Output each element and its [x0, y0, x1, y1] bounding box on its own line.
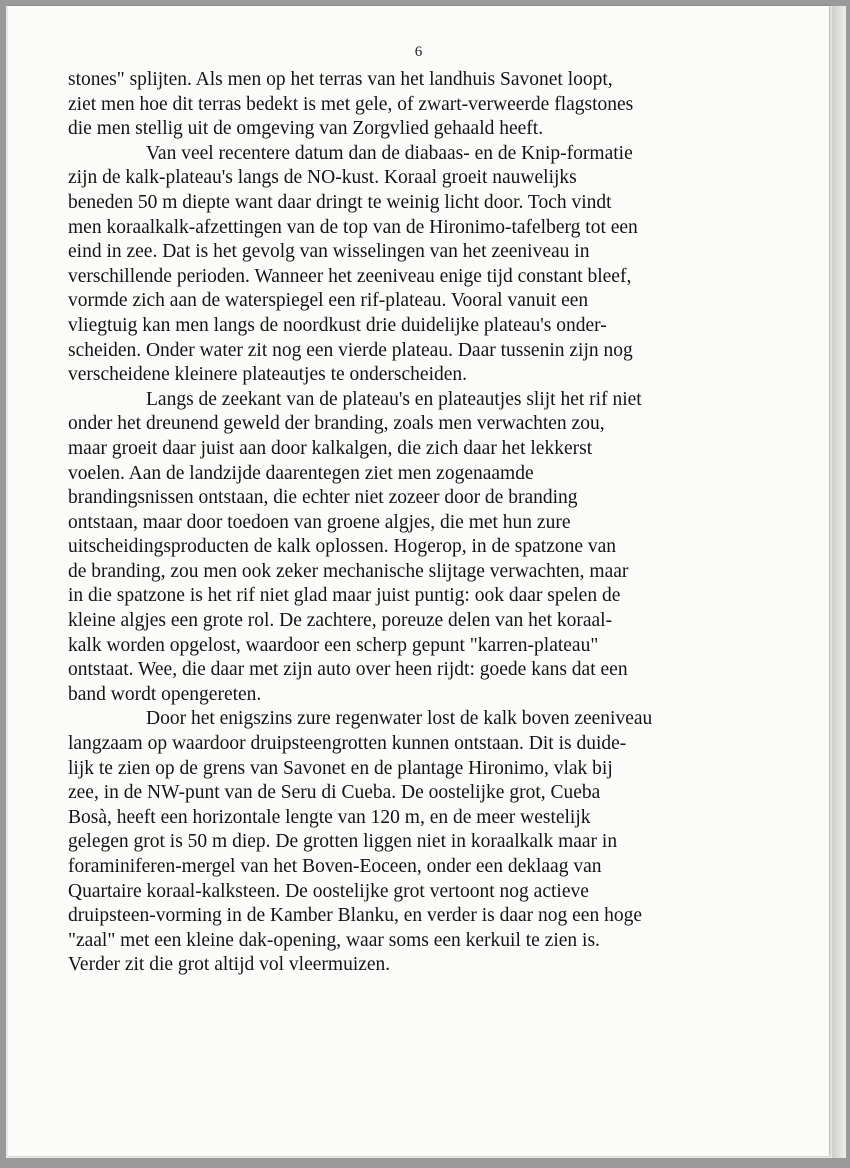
page-number: 6 [414, 44, 423, 60]
text-line: die men stellig uit de omgeving van Zorgvlied gehaald heeft. [68, 118, 544, 140]
text-line: men koraalkalk-afzettingen van de top van de Hironimo-tafelberg tot een [68, 216, 638, 238]
text-line: in die spatzone is het rif niet glad maar juist puntig: ook daar spelen de [68, 585, 621, 607]
text-line: uitscheidingsproducten de kalk oplossen. Hogerop, in de spatzone van [68, 536, 617, 558]
text-line: kalk worden opgelost, waardoor een scherp gepunt "karren-plateau" [68, 634, 599, 656]
text-line: Quartaire koraal-kalksteen. De oostelijke grot vertoont nog actieve [68, 880, 589, 902]
text-line: ontstaat. Wee, die daar met zijn auto over heen rijdt: goede kans dat een [68, 659, 628, 681]
text-line: eind in zee. Dat is het gevolg van wisselingen van het zeeniveau in [68, 241, 590, 263]
text-line: ontstaan, maar door toedoen van groene algjes, die met hun zure [68, 511, 571, 533]
text-line: vliegtuig kan men langs de noordkust drie duidelijke plateau's onder- [68, 314, 607, 336]
text-line: maar groeit daar juist aan door kalkalgen, die zich daar het lekkerst [68, 437, 593, 459]
text-line: foraminiferen-mergel van het Boven-Eoceen, onder een deklaag van [68, 856, 602, 877]
text-line: onder het dreunend geweld der branding, zoals men verwachten zou, [68, 413, 605, 435]
text-line: beneden 50 m diepte want daar dringt te weinig licht door. Toch vindt [68, 191, 612, 213]
paragraph-start-line: Door het enigszins zure regenwater lost de kalk boven zeeniveau [146, 708, 653, 730]
text-line: band wordt opengereten. [68, 683, 262, 705]
document-page [8, 6, 829, 1156]
body-text [68, 68, 768, 978]
page-edge [832, 6, 846, 1158]
text-line: lijk te zien op de grens van Savonet en de plantage Hironimo, vlak bij [68, 757, 613, 779]
text-line: voelen. Aan de landzijde daarentegen ziet men zogenaamde [68, 462, 534, 484]
text-line: langzaam op waardoor druipsteengrotten kunnen ontstaan. Dit is duide- [68, 733, 627, 755]
text-line: stones" splijten. Als men op het terras van het landhuis Savonet loopt, [68, 69, 613, 90]
text-line: Verder zit die grot altijd vol vleermuizen. [68, 954, 391, 976]
text-line: scheiden. Onder water zit nog een vierde plateau. Daar tussenin zijn nog [68, 339, 633, 361]
text-line: verschillende perioden. Wanneer het zeeniveau enige tijd constant bleef, [68, 265, 632, 287]
text-line: druipsteen-vorming in de Kamber Blanku, en verder is daar nog een hoge [68, 905, 642, 927]
text-line: ziet men hoe dit terras bedekt is met gele, of zwart-verweerde flagstones [68, 93, 634, 115]
text-line: zee, in de NW-punt van de Seru di Cueba. De oostelijke grot, Cueba [68, 782, 601, 804]
text-line: vormde zich aan de waterspiegel een rif-plateau. Vooral vanuit een [68, 290, 589, 312]
text-line: gelegen grot is 50 m diep. De grotten liggen niet in koraalkalk maar in [68, 831, 618, 853]
text-line: kleine algjes een grote rol. De zachtere, poreuze delen van het koraal- [68, 610, 613, 632]
text-line: verscheidene kleinere plateautjes te onderscheiden. [68, 364, 468, 386]
paragraph-start-line: Van veel recentere datum dan de diabaas- en de Knip-formatie [146, 142, 633, 164]
text-line: "zaal" met een kleine dak-opening, waar soms een kerkuil te zien is. [68, 929, 600, 951]
text-line: Bosà, heeft een horizontale lengte van 120 m, en de meer westelijk [68, 806, 591, 828]
text-line: de branding, zou men ook zeker mechanische slijtage verwachten, maar [68, 560, 629, 582]
paragraph-start-line: Langs de zeekant van de plateau's en plateautjes slijt het rif niet [146, 388, 642, 410]
text-line: brandingsnissen ontstaan, die echter niet zozeer door de branding [68, 487, 578, 509]
text-line: zijn de kalk-plateau's langs de NO-kust. Koraal groeit nauwelijks [68, 167, 577, 189]
